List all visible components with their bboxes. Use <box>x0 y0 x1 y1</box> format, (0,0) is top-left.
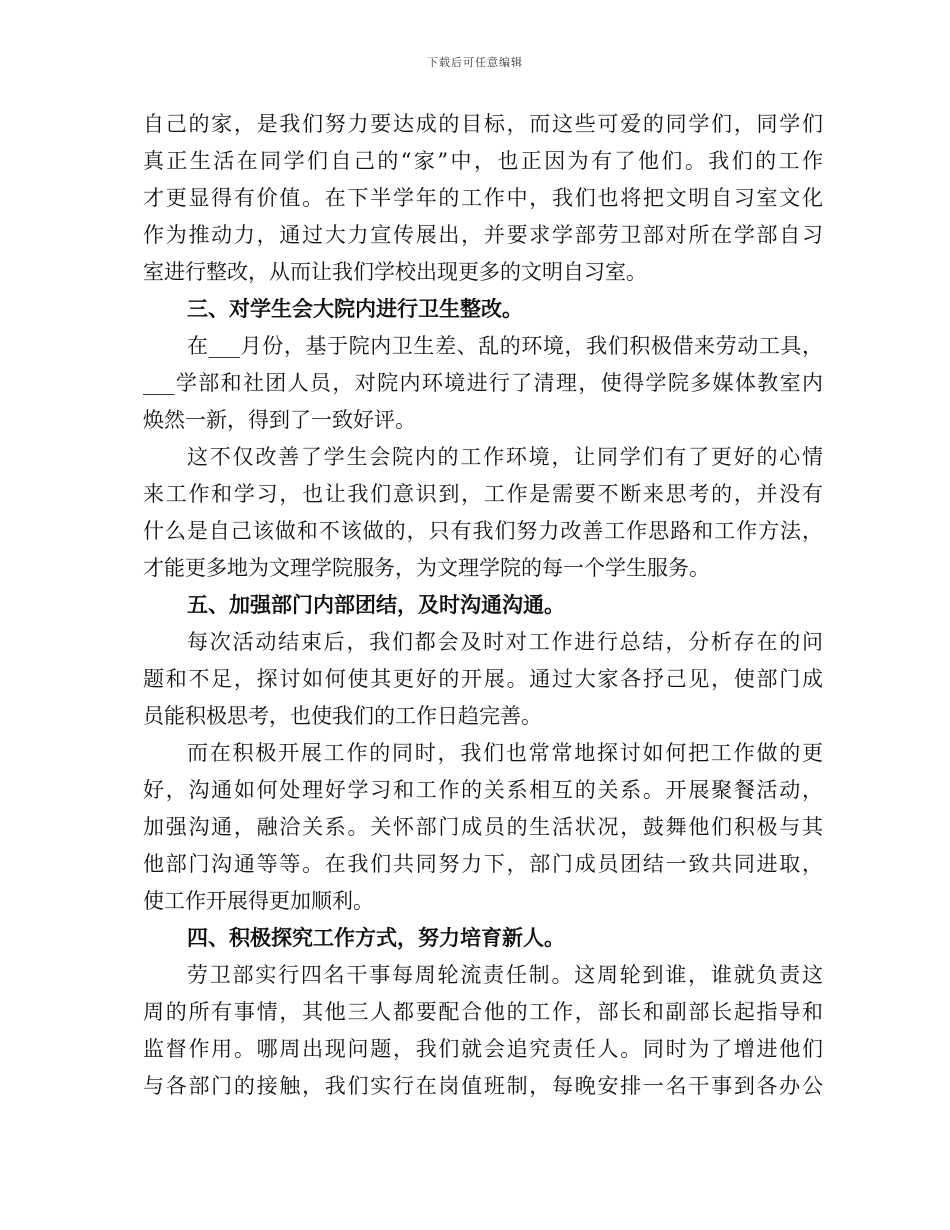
text-line: 真正生活在同学们自己的“家”中，也正因为有了他们。我们的工作 <box>143 149 823 173</box>
text-line: 焕然一新，得到了一致好评。 <box>143 408 416 432</box>
section-heading: 五、加强部门内部团结，及时沟通沟通。 <box>187 593 565 617</box>
text-line: 这不仅改善了学生会院内的工作环境，让同学们有了更好的心情 <box>187 445 823 469</box>
text-line: 使工作开展得更加顺利。 <box>143 889 374 913</box>
text-line: 他部门沟通等等。在我们共同努力下，部门成员团结一致共同进取， <box>143 852 823 876</box>
text-line: 才更显得有价值。在下半学年的工作中，我们也将把文明自习室文化 <box>143 186 823 210</box>
text-line: 什么是自己该做和不该做的，只有我们努力改善工作思路和工作方法， <box>143 519 823 543</box>
text-line: 员能积极思考，也使我们的工作日趋完善。 <box>143 704 542 728</box>
text-line: 才能更多地为文理学院服务，为文理学院的每一个学生服务。 <box>143 556 710 580</box>
text-line: 题和不足，探讨如何使其更好的开展。通过大家各抒己见，使部门成 <box>143 667 823 691</box>
text-line: 自己的家，是我们努力要达成的目标，而这些可爱的同学们，同学们 <box>143 112 823 136</box>
section-heading: 四、积极探究工作方式，努力培育新人。 <box>187 926 565 950</box>
text-line: 加强沟通，融洽关系。关怀部门成员的生活状况，鼓舞他们积极与其 <box>143 815 823 839</box>
page-header-note: 下载后可任意编辑 <box>427 56 523 69</box>
text-line: 监督作用。哪周出现问题，我们就会追究责任人。同时为了增进他们 <box>143 1037 823 1061</box>
text-line: 与各部门的接触，我们实行在岗值班制，每晚安排一名干事到各办公 <box>143 1074 823 1098</box>
text-line: 周的所有事情，其他三人都要配合他的工作，部长和副部长起指导和 <box>143 1000 823 1024</box>
document-body <box>143 106 823 1105</box>
text-line: 每次活动结束后，我们都会及时对工作进行总结，分析存在的问 <box>187 630 823 654</box>
text-line: 作为推动力，通过大力宣传展出，并要求学部劳卫部对所在学部自习 <box>143 223 823 247</box>
text-line: 来工作和学习，也让我们意识到，工作是需要不断来思考的，并没有 <box>143 482 823 506</box>
text-line: 劳卫部实行四名干事每周轮流责任制。这周轮到谁，谁就负责这 <box>187 963 823 987</box>
section-heading: 三、对学生会大院内进行卫生整改。 <box>187 297 523 321</box>
text-line: ___学部和社团人员，对院内环境进行了清理，使得学院多媒体教室内 <box>143 371 823 395</box>
text-line: 在___月份，基于院内卫生差、乱的环境，我们积极借来劳动工具， <box>187 334 823 358</box>
text-line: 室进行整改，从而让我们学校出现更多的文明自习室。 <box>143 260 647 284</box>
text-line: 而在积极开展工作的同时，我们也常常地探讨如何把工作做的更 <box>187 741 823 765</box>
text-line: 好，沟通如何处理好学习和工作的关系相互的关系。开展聚餐活动， <box>143 778 823 802</box>
